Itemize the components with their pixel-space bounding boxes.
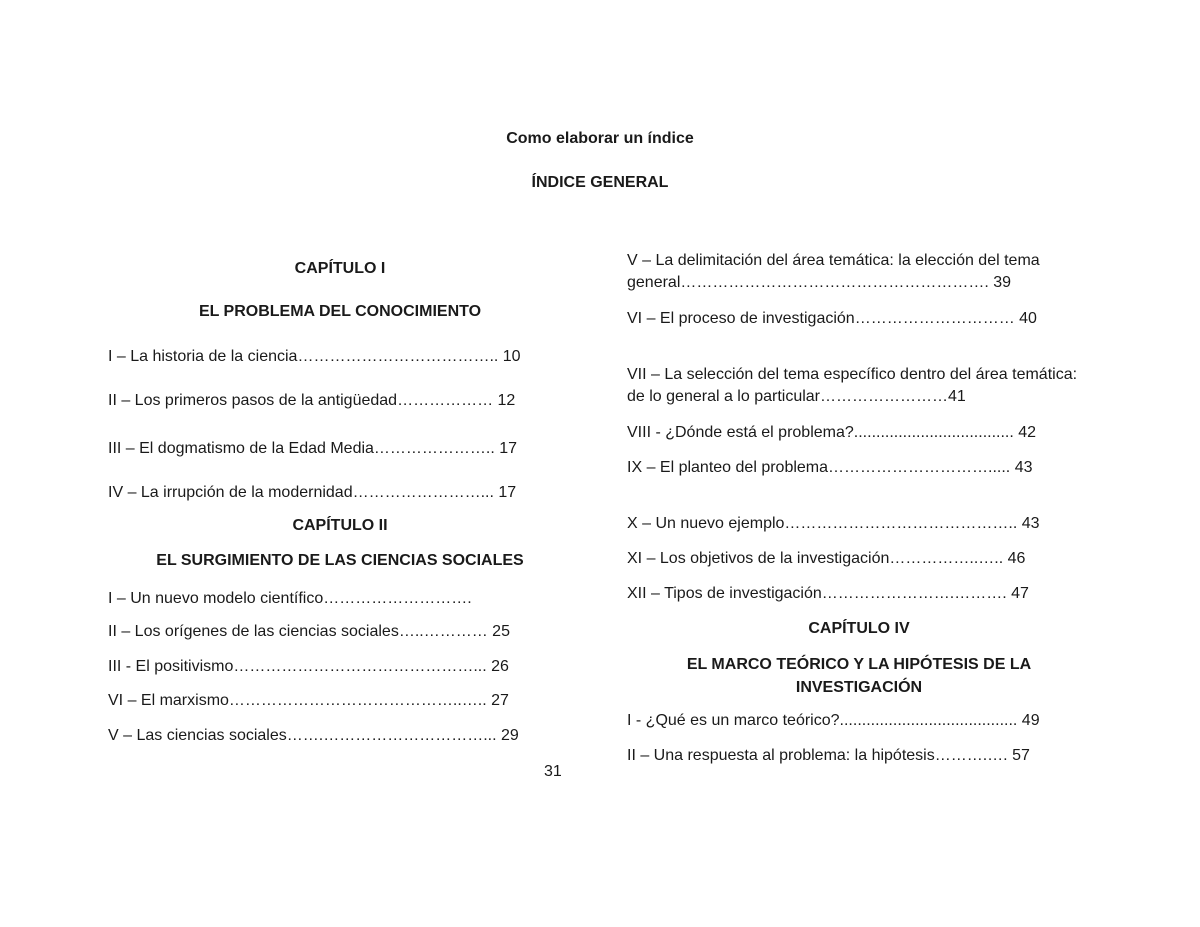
chapter-2-heading: CAPÍTULO II xyxy=(292,517,388,534)
toc-entry: X – Un nuevo ejemplo…………………………………….. 43 xyxy=(627,515,1040,532)
toc-entry: XII – Tipos de investigación…………………….………. 47 xyxy=(627,585,1029,602)
toc-entry: VII – La selección del tema específico dentro del área temática: de lo general a lo particular……………………41 xyxy=(627,366,1078,405)
toc-entry: XI – Los objetivos de la investigación……………..….. 46 xyxy=(627,550,1026,567)
chapter-2-subheading: EL SURGIMIENTO DE LAS CIENCIAS SOCIALES xyxy=(156,552,524,569)
page-number: 31 xyxy=(544,763,562,780)
toc-entry: V – La delimitación del área temática: la elección del tema general…………………………………………………. 39 xyxy=(627,252,1040,291)
toc-entry: I - ¿Qué es un marco teórico?........................................ 49 xyxy=(627,712,1040,729)
toc-entry: III - El positivismo………………………………………... 26 xyxy=(108,658,509,675)
toc-entry: VI – El proceso de investigación………………………… 40 xyxy=(627,310,1037,327)
toc-entry: VI – El marxismo……………………………………..….. 27 xyxy=(108,692,509,709)
toc-entry: VIII - ¿Dónde está el problema?.................................... 42 xyxy=(627,424,1037,441)
toc-entry: IX – El planteo del problema…………………………..... 43 xyxy=(627,459,1033,476)
chapter-1-subheading: EL PROBLEMA DEL CONOCIMIENTO xyxy=(198,303,482,320)
toc-entry: V – Las ciencias sociales…….…………………………... 29 xyxy=(108,727,519,744)
chapter-4-heading: CAPÍTULO IV xyxy=(808,620,910,637)
toc-entry: I – La historia de la ciencia……………………………….. 10 xyxy=(108,348,521,365)
toc-entry: II – Una respuesta al problema: la hipótesis……….…. 57 xyxy=(627,747,1030,764)
document-title: Como elaborar un índice xyxy=(506,130,694,147)
chapter-4-subheading: EL MARCO TEÓRICO Y LA HIPÓTESIS DE LA INVESTIGACIÓN xyxy=(686,656,1032,696)
document-subtitle: ÍNDICE GENERAL xyxy=(531,174,669,191)
toc-entry: I – Un nuevo modelo científico………………………. xyxy=(108,590,472,607)
toc-entry: II – Los primeros pasos de la antigüedad……………… 12 xyxy=(108,392,516,409)
toc-entry: III – El dogmatismo de la Edad Media………………….. 17 xyxy=(108,440,518,457)
toc-entry: IV – La irrupción de la modernidad……………………... 17 xyxy=(108,484,517,501)
toc-entry: II – Los orígenes de las ciencias sociales…..………… 25 xyxy=(108,623,510,640)
chapter-1-heading: CAPÍTULO I xyxy=(294,260,386,277)
